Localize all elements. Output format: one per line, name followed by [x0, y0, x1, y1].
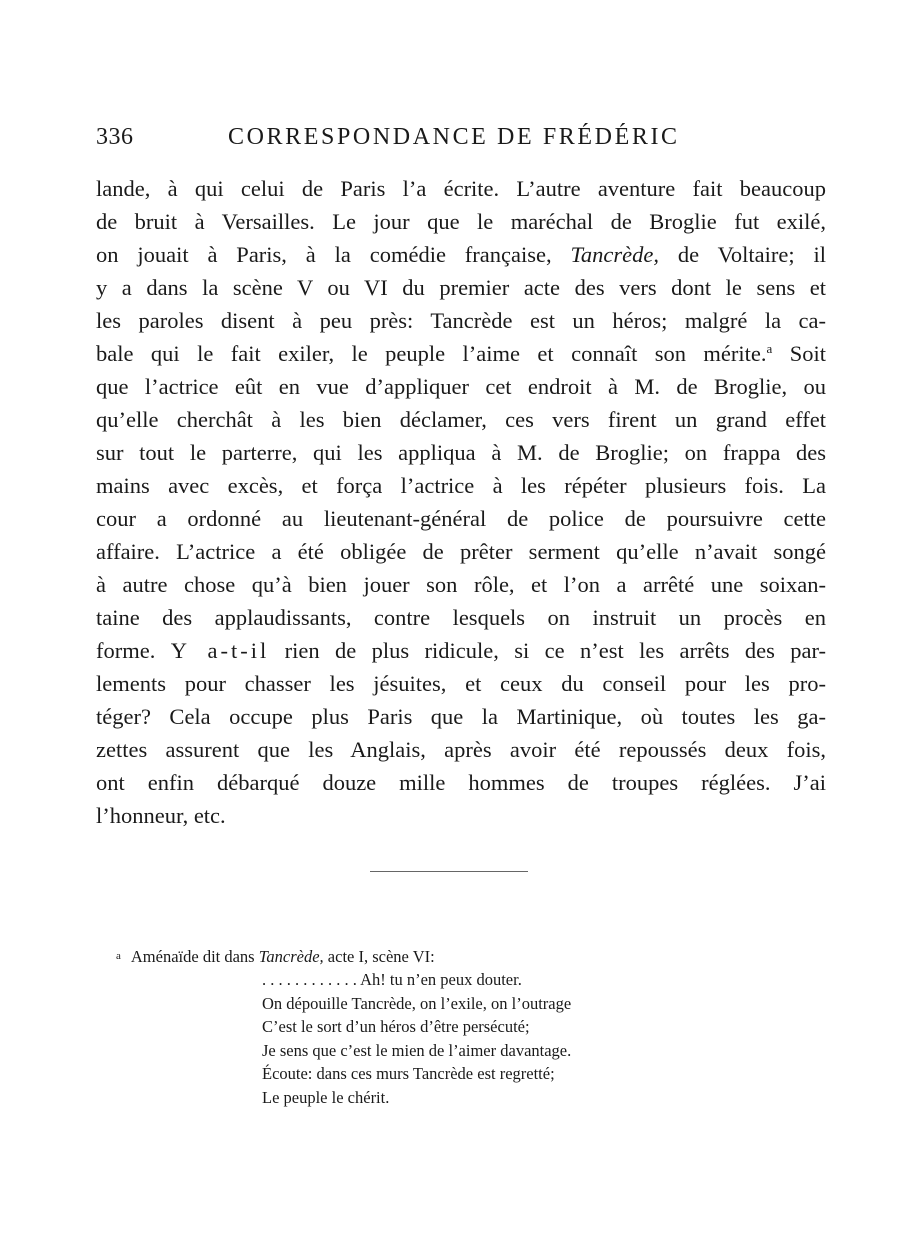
running-title: CORRESPONDANCE DE FRÉDÉRIC	[228, 124, 680, 150]
text-line: cour a ordonné au lieutenant-général de police de poursuivre cette	[96, 506, 826, 531]
text-line: ont enfin débarqué douze mille hommes de troupes réglées. J’ai	[96, 770, 826, 795]
footnote-verse	[262, 968, 716, 1110]
text-line: lande, à qui celui de Paris l’a écrite. L’autre aventure fait beaucoup	[96, 176, 826, 201]
footnote-marker: a	[116, 950, 121, 962]
running-head	[96, 124, 826, 158]
footnote-intro: a Aménaïde dit dans Tancrède, acte I, scène VI:	[116, 947, 435, 966]
separator-rule	[370, 871, 528, 872]
page-number: 336	[96, 124, 134, 150]
text-line: mains avec excès, et força l’actrice à les répéter plusieurs fois. La	[96, 473, 826, 498]
text-line: à autre chose qu’à bien jouer son rôle, et l’on a arrêté une soixan-	[96, 572, 826, 597]
text-line: on jouait à Paris, à la comédie française, Tancrède, de Voltaire; il	[96, 242, 826, 267]
footnote-title: Tancrède,	[258, 947, 324, 966]
verse-line: C’est le sort d’un héros d’être persécuté;	[262, 1017, 530, 1037]
text-line: zettes assurent que les Anglais, après avoir été repoussés deux fois,	[96, 737, 826, 762]
text-line: affaire. L’actrice a été obligée de prêter serment qu’elle n’avait songé	[96, 539, 826, 564]
text-line: taine des applaudissants, contre lesquels on instruit un procès en	[96, 605, 826, 630]
title-tancrede: Tancrède,	[570, 242, 660, 267]
footnote-reference[interactable]: a	[766, 341, 773, 356]
text-line: qu’elle cherchât à les bien déclamer, ces vers firent un grand effet	[96, 407, 826, 432]
text-line: lements pour chasser les jésuites, et ceux du conseil pour les pro-	[96, 671, 826, 696]
verse-line: On dépouille Tancrède, on l’exile, on l’outrage	[262, 993, 572, 1013]
verse-line: Je sens que c’est le mien de l’aimer davantage.	[262, 1040, 572, 1060]
verse-line: Écoute: dans ces murs Tancrède est regretté;	[262, 1064, 555, 1084]
verse-line: . . . . . . . . . . . . Ah! tu n’en peux douter.	[262, 970, 522, 989]
text-line: y a dans la scène V ou VI du premier acte des vers dont le sens et	[96, 275, 826, 300]
text-line: téger? Cela occupe plus Paris que la Martinique, où toutes les ga-	[96, 704, 826, 729]
main-text	[96, 172, 826, 832]
text-line: bale qui le fait exiler, le peuple l’aime et connaît son mérite.$^a$ Soit	[96, 341, 826, 366]
text-line: forme. Y a-t-il rien de plus ridicule, si ce n’est les arrêts des par-	[96, 638, 827, 663]
footnote	[116, 944, 716, 1110]
text-line: l’honneur, etc.	[96, 803, 226, 828]
verse-line: Le peuple le chérit.	[262, 1087, 390, 1107]
text-line: sur tout le parterre, qui les appliqua à M. de Broglie; on frappa des	[96, 440, 826, 465]
text-line: de bruit à Versailles. Le jour que le maréchal de Broglie fut exilé,	[96, 209, 826, 234]
text-line: les paroles disent à peu près: Tancrède est un héros; malgré la ca-	[96, 308, 826, 333]
text-line: que l’actrice eût en vue d’appliquer cet endroit à M. de Broglie, ou	[96, 374, 826, 399]
